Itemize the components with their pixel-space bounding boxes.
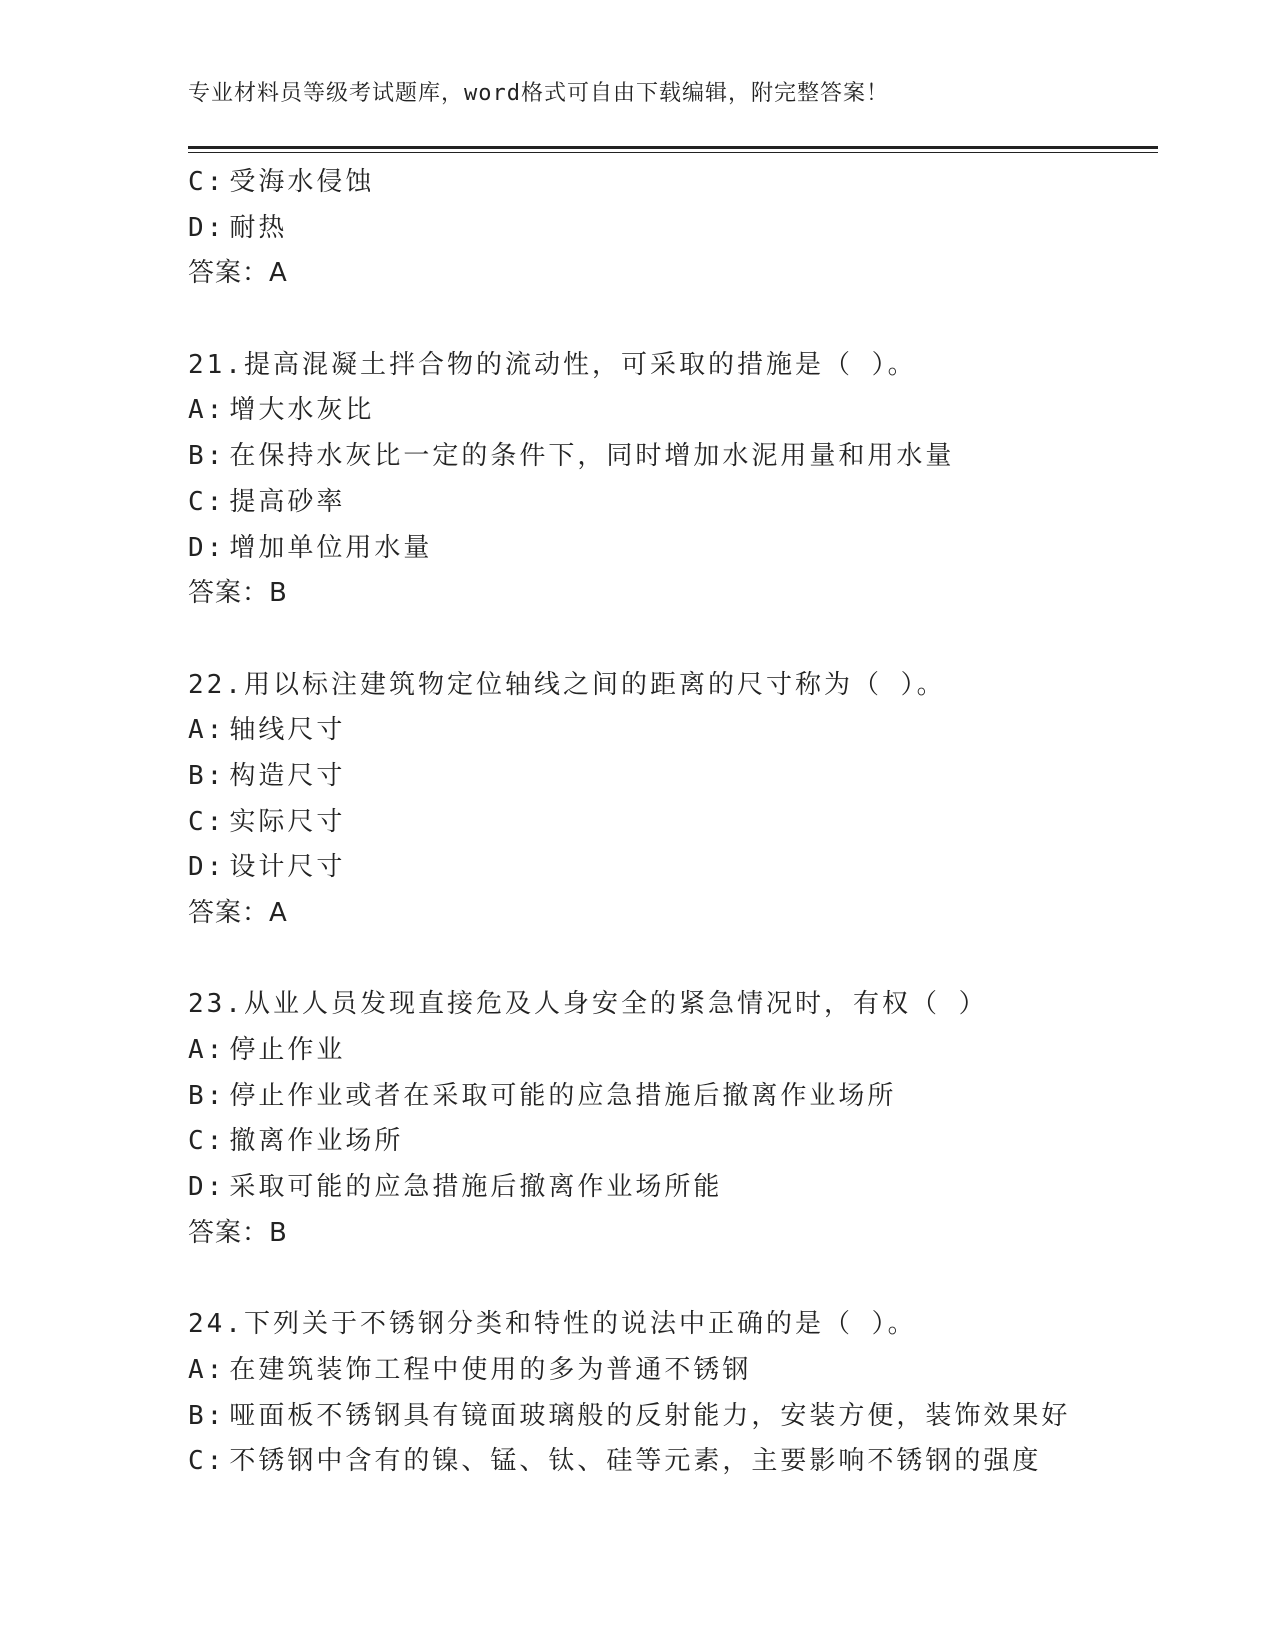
option-line [188,1394,1168,1440]
option-letter: C: [188,486,226,517]
option-letter: D: [188,532,226,563]
option-line [188,480,1168,526]
option-letter: C: [188,1446,226,1477]
option-letter: D: [188,1172,226,1203]
option-text: 增加单位用水量 [229,532,433,563]
option-line [188,388,1168,434]
spacer [188,297,1168,343]
option-letter: D: [188,212,226,243]
option-line [188,434,1168,480]
question-stem: 22.用以标注建筑物定位轴线之间的距离的尺寸称为（ ）。 [188,669,946,700]
option-text: 耐热 [229,212,288,243]
option-text: 提高砂率 [229,486,346,517]
question-content [188,160,1168,1485]
option-line [188,1348,1168,1394]
option-letter: B: [188,1400,226,1431]
option-line [188,1165,1168,1211]
option-line [188,1028,1168,1074]
option-letter: C: [188,806,226,837]
option-text: 撤离作业场所 [229,1126,404,1157]
option-text: 停止作业 [229,1035,346,1066]
answer-line: 答案：A [188,258,288,289]
option-text: 轴线尺寸 [229,715,346,746]
page-header: 专业材料员等级考试题库，word格式可自由下载编辑，附完整答案！ [188,81,889,106]
option-letter: A: [188,1035,226,1066]
answer-line: 答案：B [188,1217,288,1248]
option-text: 不锈钢中含有的镍、锰、钛、硅等元素，主要影响不锈钢的强度 [229,1446,1042,1477]
option-letter: C: [188,167,226,197]
spacer [188,937,1168,983]
option-line [188,160,1168,206]
option-letter: A: [188,715,226,746]
option-letter: D: [188,852,226,883]
option-letter: A: [188,395,226,426]
option-text: 构造尺寸 [229,760,346,791]
spacer [188,617,1168,663]
option-text: 增大水灰比 [229,395,375,426]
option-line [188,800,1168,846]
header-divider-thick [188,146,1158,149]
question-stem: 24.下列关于不锈钢分类和特性的说法中正确的是（ ）。 [188,1309,917,1340]
option-text: 在保持水灰比一定的条件下，同时增加水泥用量和用水量 [229,441,955,472]
option-line [188,754,1168,800]
question-stem: 21.提高混凝土拌合物的流动性，可采取的措施是（ ）。 [188,349,917,380]
option-text: 实际尺寸 [229,806,346,837]
option-line [188,1439,1168,1485]
option-letter: A: [188,1354,226,1385]
answer-line: 答案：B [188,578,288,609]
option-text: 采取可能的应急措施后撤离作业场所能 [229,1172,723,1203]
option-line [188,708,1168,754]
option-text: 停止作业或者在采取可能的应急措施后撤离作业场所 [229,1080,897,1111]
option-line [188,526,1168,572]
option-letter: B: [188,760,226,791]
option-text: 哑面板不锈钢具有镜面玻璃般的反射能力，安装方便，装饰效果好 [229,1400,1071,1431]
header-divider-thin [188,152,1158,153]
option-text: 在建筑装饰工程中使用的多为普通不锈钢 [229,1354,752,1385]
option-line [188,1074,1168,1120]
option-letter: B: [188,1080,226,1111]
option-line [188,206,1168,252]
spacer [188,1257,1168,1303]
option-line [188,845,1168,891]
option-line [188,1119,1168,1165]
question-stem: 23.从业人员发现直接危及人身安全的紧急情况时，有权（ ） [188,989,988,1020]
answer-line: 答案：A [188,898,288,928]
option-text: 受海水侵蚀 [229,167,375,197]
option-letter: B: [188,441,226,472]
option-text: 设计尺寸 [229,852,346,883]
option-letter: C: [188,1126,226,1157]
